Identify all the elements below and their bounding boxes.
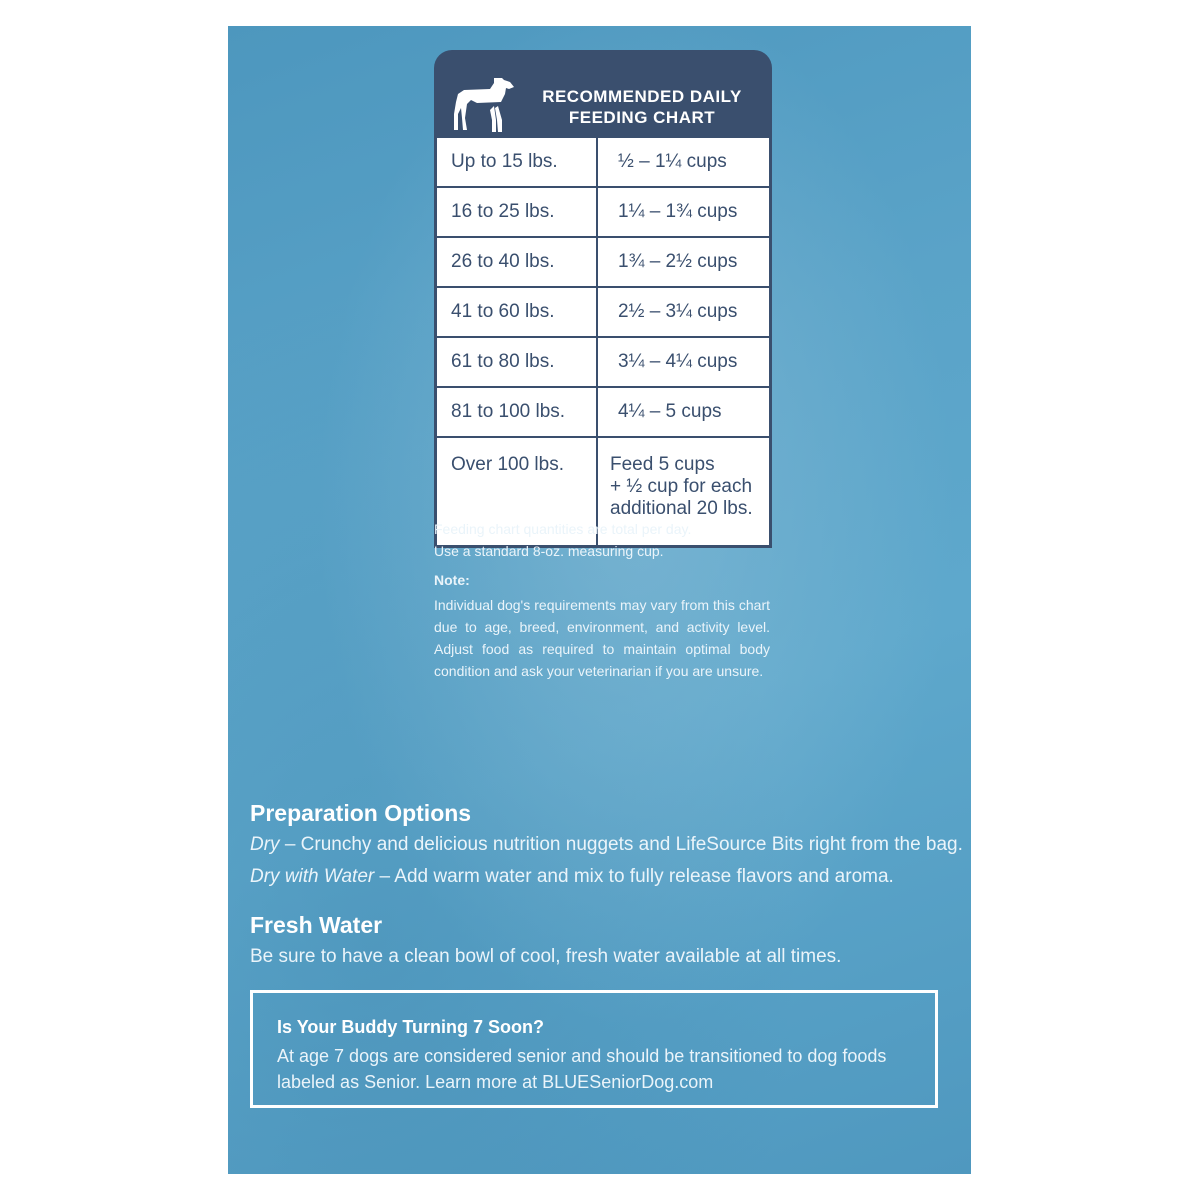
weight-cell: 26 to 40 lbs. <box>436 237 598 287</box>
feeding-chart-header <box>434 50 772 136</box>
feeding-chart-title-line1: RECOMMENDED DAILY <box>542 87 742 106</box>
table-row <box>436 287 771 337</box>
dry-water-label: Dry with Water <box>250 866 375 887</box>
note-text: Individual dog's requirements may vary from this chart due to age, breed, environment, and activity level. Adjust food as required to maintain optimal body condition and ask your veterinarian if you are unsure. <box>434 597 770 679</box>
note-heading: Note: <box>434 572 470 588</box>
preparation-dry <box>250 834 963 856</box>
package-panel <box>228 26 971 1174</box>
dry-text: – Crunchy and delicious nutrition nuggets and LifeSource Bits right from the bag. <box>279 834 963 855</box>
weight-cell: 16 to 25 lbs. <box>436 187 598 237</box>
weight-cell: 81 to 100 lbs. <box>436 387 598 437</box>
dog-silhouette-icon <box>454 78 518 134</box>
footnote-line: Feeding chart quantities are total per day. <box>434 521 692 537</box>
preparation-heading: Preparation Options <box>250 800 472 826</box>
feeding-chart-title <box>526 86 758 128</box>
cups-cell: 1¼ – 1¾ cups <box>597 187 771 237</box>
cups-line: + ½ cup for each <box>610 476 753 497</box>
weight-cell: 41 to 60 lbs. <box>436 287 598 337</box>
dry-water-text: – Add warm water and mix to fully release flavors and aroma. <box>374 866 894 887</box>
feeding-chart-title-line2: FEEDING CHART <box>568 108 716 127</box>
dry-label: Dry <box>250 834 280 855</box>
cups-cell: 4¼ – 5 cups <box>597 387 771 437</box>
cups-line: additional 20 lbs. <box>610 498 753 519</box>
table-row <box>436 387 771 437</box>
fresh-water-heading: Fresh Water <box>250 912 383 938</box>
feeding-chart <box>434 50 772 548</box>
cups-cell: 3¼ – 4¼ cups <box>597 337 771 387</box>
cups-cell: 1¾ – 2½ cups <box>597 237 771 287</box>
weight-cell: Over 100 lbs. <box>436 437 598 547</box>
senior-heading: Is Your Buddy Turning 7 Soon? <box>277 1017 544 1037</box>
feeding-table <box>434 136 772 548</box>
table-row <box>436 187 771 237</box>
senior-text: At age 7 dogs are considered senior and should be transitioned to dog foods labeled as Senior. Learn more at BLUESeniorDog.com <box>277 1046 887 1092</box>
cups-line: Feed 5 cups <box>610 454 715 475</box>
cups-cell: 2½ – 3¼ cups <box>597 287 771 337</box>
table-row <box>436 237 771 287</box>
preparation-dry-water <box>250 866 894 888</box>
weight-cell: Up to 15 lbs. <box>436 137 598 187</box>
table-row <box>436 337 771 387</box>
feeding-chart-footnote <box>434 518 774 562</box>
table-row <box>436 137 771 187</box>
fresh-water-text: Be sure to have a clean bowl of cool, fresh water available at all times. <box>250 946 842 967</box>
footnote-line: Use a standard 8-oz. measuring cup. <box>434 543 664 559</box>
cups-cell: ½ – 1¼ cups <box>597 137 771 187</box>
senior-callout-box <box>250 990 938 1108</box>
weight-cell: 61 to 80 lbs. <box>436 337 598 387</box>
